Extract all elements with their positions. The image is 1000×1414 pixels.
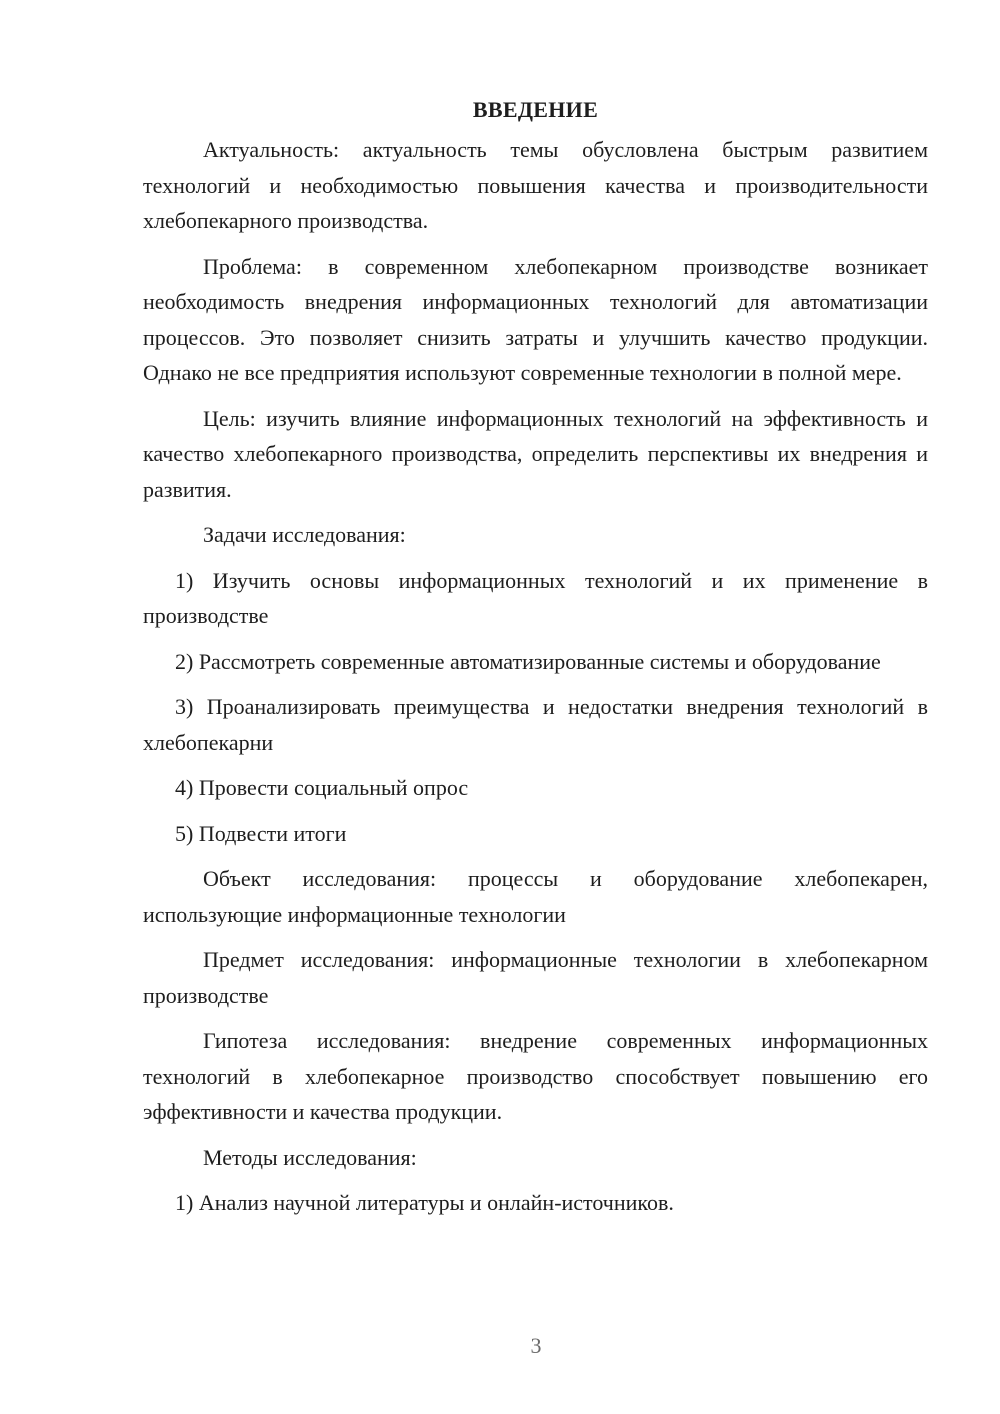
paragraph-subject: Предмет исследования: информационные технологии в хлебопекарном производстве [143, 947, 928, 1008]
paragraph-problem: Проблема: в современном хлебопекарном производстве возникает необходимость внедрения информационных технологий для автоматизации процессов. Это позволяет снизить затраты и улучшить качество продукции. Однако не все предприятия используют современные технологии в полной мере. [143, 253, 928, 385]
section-title: ВВЕДЕНИЕ [472, 97, 599, 122]
paragraph-goal: Цель: изучить влияние информационных технологий на эффективность и качество хлебопекарного производства, определить перспективы их внедрения и развития. [143, 405, 928, 502]
tasks-list [143, 563, 928, 852]
list-item: 1) Изучить основы информационных технологий и их применение в производстве [143, 567, 928, 628]
list-item: 2) Рассмотреть современные автоматизированные системы и оборудование [175, 648, 881, 674]
list-item: 1) Анализ научной литературы и онлайн-источников. [175, 1190, 674, 1215]
paragraph-tasks-heading: Задачи исследования: [203, 522, 406, 547]
list-item: 3) Проанализировать преимущества и недостатки внедрения технологий в хлебопекарни [143, 694, 928, 755]
paragraph-methods-heading: Методы исследования: [203, 1144, 417, 1170]
paragraph-object: Объект исследования: процессы и оборудование хлебопекарен, использующие информационные технологии [143, 866, 928, 927]
page-number: 3 [530, 1333, 542, 1358]
document-page [143, 92, 928, 1231]
list-item: 5) Подвести итоги [175, 820, 347, 846]
paragraph-relevance: Актуальность: актуальность темы обусловлена быстрым развитием технологий и необходимостью повышения качества и производительности хлебопекарного производства. [143, 137, 928, 233]
methods-list [143, 1185, 928, 1221]
list-item: 4) Провести социальный опрос [175, 775, 469, 800]
paragraph-hypothesis: Гипотеза исследования: внедрение современных информационных технологий в хлебопекарное производство способствует повышению его эффективности и качества продукции. [143, 1028, 928, 1124]
